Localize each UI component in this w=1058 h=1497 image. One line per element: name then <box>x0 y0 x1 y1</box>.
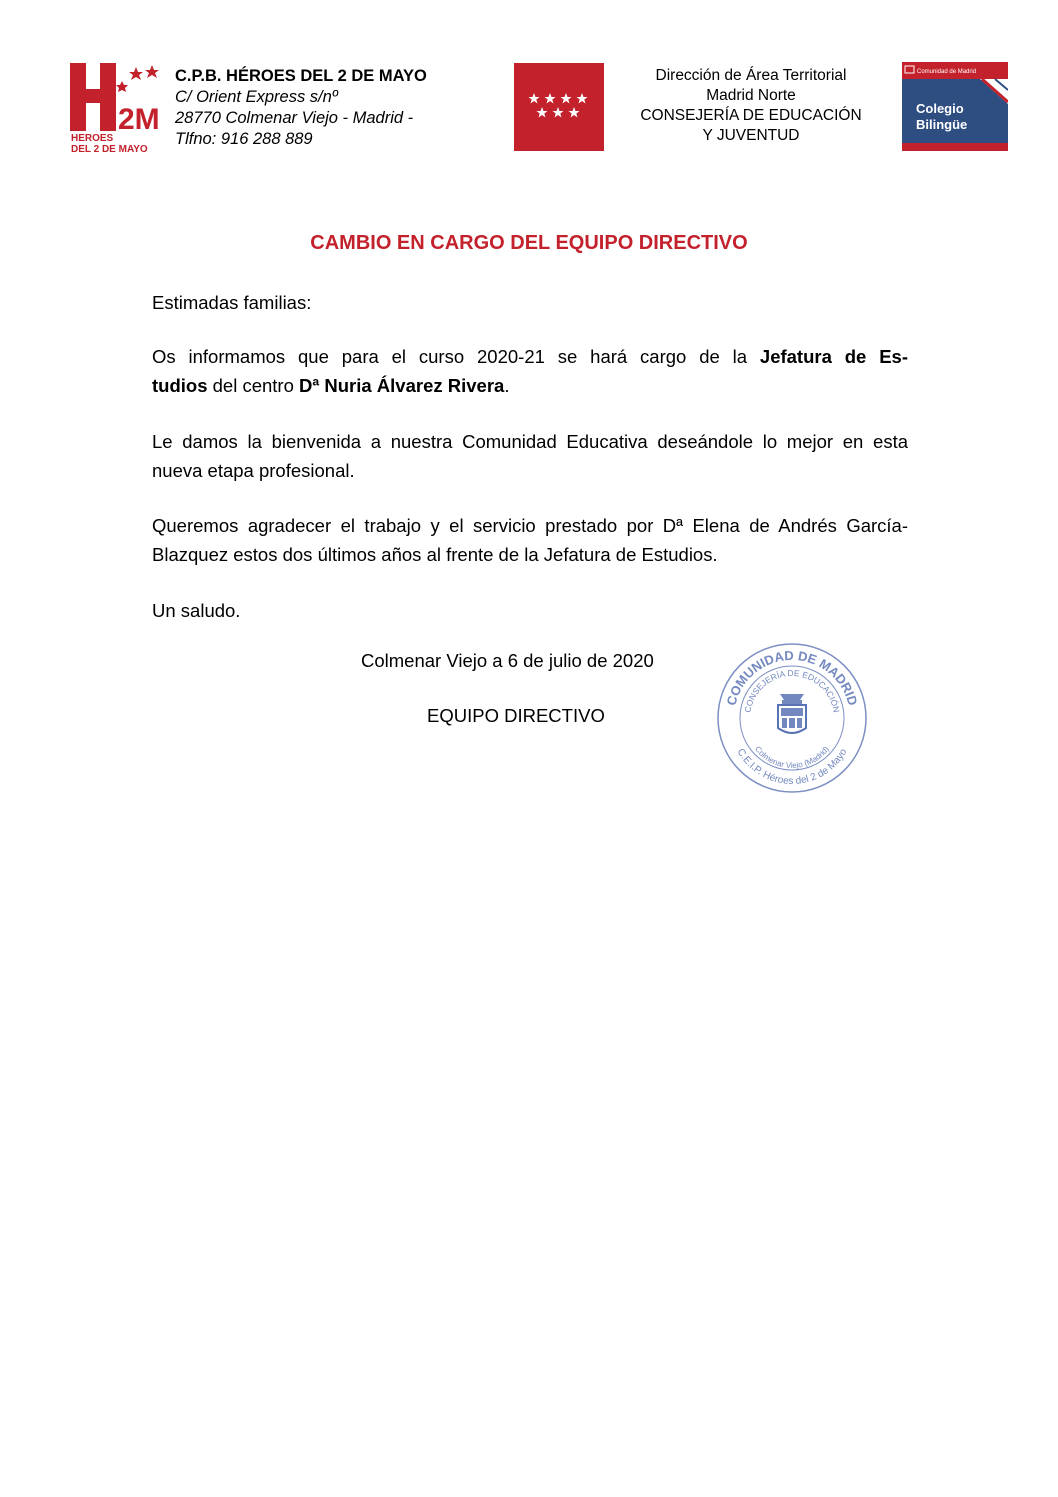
announcement-person: Dª Nuria Álvarez Rivera <box>299 375 505 396</box>
paragraph-announcement-line2 <box>152 371 908 400</box>
logo-line2-text: DEL 2 DE MAYO <box>71 144 148 153</box>
logo-line1-text: HEROES <box>71 133 114 144</box>
announcement-role-cont: tudios <box>152 375 208 396</box>
announcement-role: Jefatura de Es- <box>759 346 908 367</box>
announcement-text3: . <box>504 375 510 396</box>
school-phone: Tlfno: 916 288 889 <box>175 130 313 148</box>
coat-of-arms-icon <box>778 694 806 733</box>
announcement-text1: Os informamos que para el curso 2020-21 se hará cargo de la <box>152 346 760 367</box>
madrid-flag-logo <box>514 63 604 151</box>
stamp-inner-text: CONSEJERÍA DE EDUCACIÓN <box>742 667 842 714</box>
paragraph-announcement-line1 <box>152 342 908 371</box>
paragraph-welcome: Le damos la bienvenida a nuestra Comunidad Educativa deseándole lo mejor en esta nueva etapa profesional. <box>152 431 908 481</box>
announcement-text2: del centro <box>207 375 300 396</box>
authority-line1: Dirección de Área Territorial <box>655 67 847 84</box>
place-date: Colmenar Viejo a 6 de julio de 2020 <box>361 650 654 671</box>
official-stamp <box>716 642 868 794</box>
school-address-line1: C/ Orient Express s/nº <box>175 88 338 106</box>
stamp-outer-text: COMUNIDAD DE MADRID <box>723 647 861 708</box>
badge-label2: Bilingüe <box>916 117 968 132</box>
greeting: Estimadas familias: <box>152 292 312 313</box>
school-info <box>175 66 427 150</box>
authority-info <box>612 66 890 146</box>
authority-line3: CONSEJERÍA DE EDUCACIÓN <box>640 107 862 124</box>
authority-line4: Y JUVENTUD <box>702 127 800 144</box>
school-address-line2: 28770 Colmenar Viejo - Madrid - <box>175 109 414 127</box>
authority-line2: Madrid Norte <box>706 87 796 104</box>
school-name: C.P.B. HÉROES DEL 2 DE MAYO <box>175 67 427 85</box>
stamp-bottom-outer-text: C.E.I.P. Héroes del 2 de Mayo <box>734 747 850 788</box>
paragraph-thanks: Queremos agradecer el trabajo y el servicio prestado por Dª Elena de Andrés García-Blazquez estos dos últimos años al frente de la Jefatura de Estudios. <box>152 515 908 565</box>
signatory: EQUIPO DIRECTIVO <box>427 705 605 726</box>
logo-mark-text: 2M <box>118 103 160 136</box>
document-title: CAMBIO EN CARGO DEL EQUIPO DIRECTIVO <box>310 232 748 254</box>
badge-label1: Colegio <box>916 101 964 116</box>
stamp-bottom-inner-text: Colmenar Viejo (Madrid) <box>753 744 831 771</box>
badge-top-text: Comunidad de Madrid <box>917 69 977 75</box>
closing: Un saludo. <box>152 600 241 621</box>
bilingual-school-badge <box>902 62 1008 151</box>
school-logo <box>70 63 166 153</box>
